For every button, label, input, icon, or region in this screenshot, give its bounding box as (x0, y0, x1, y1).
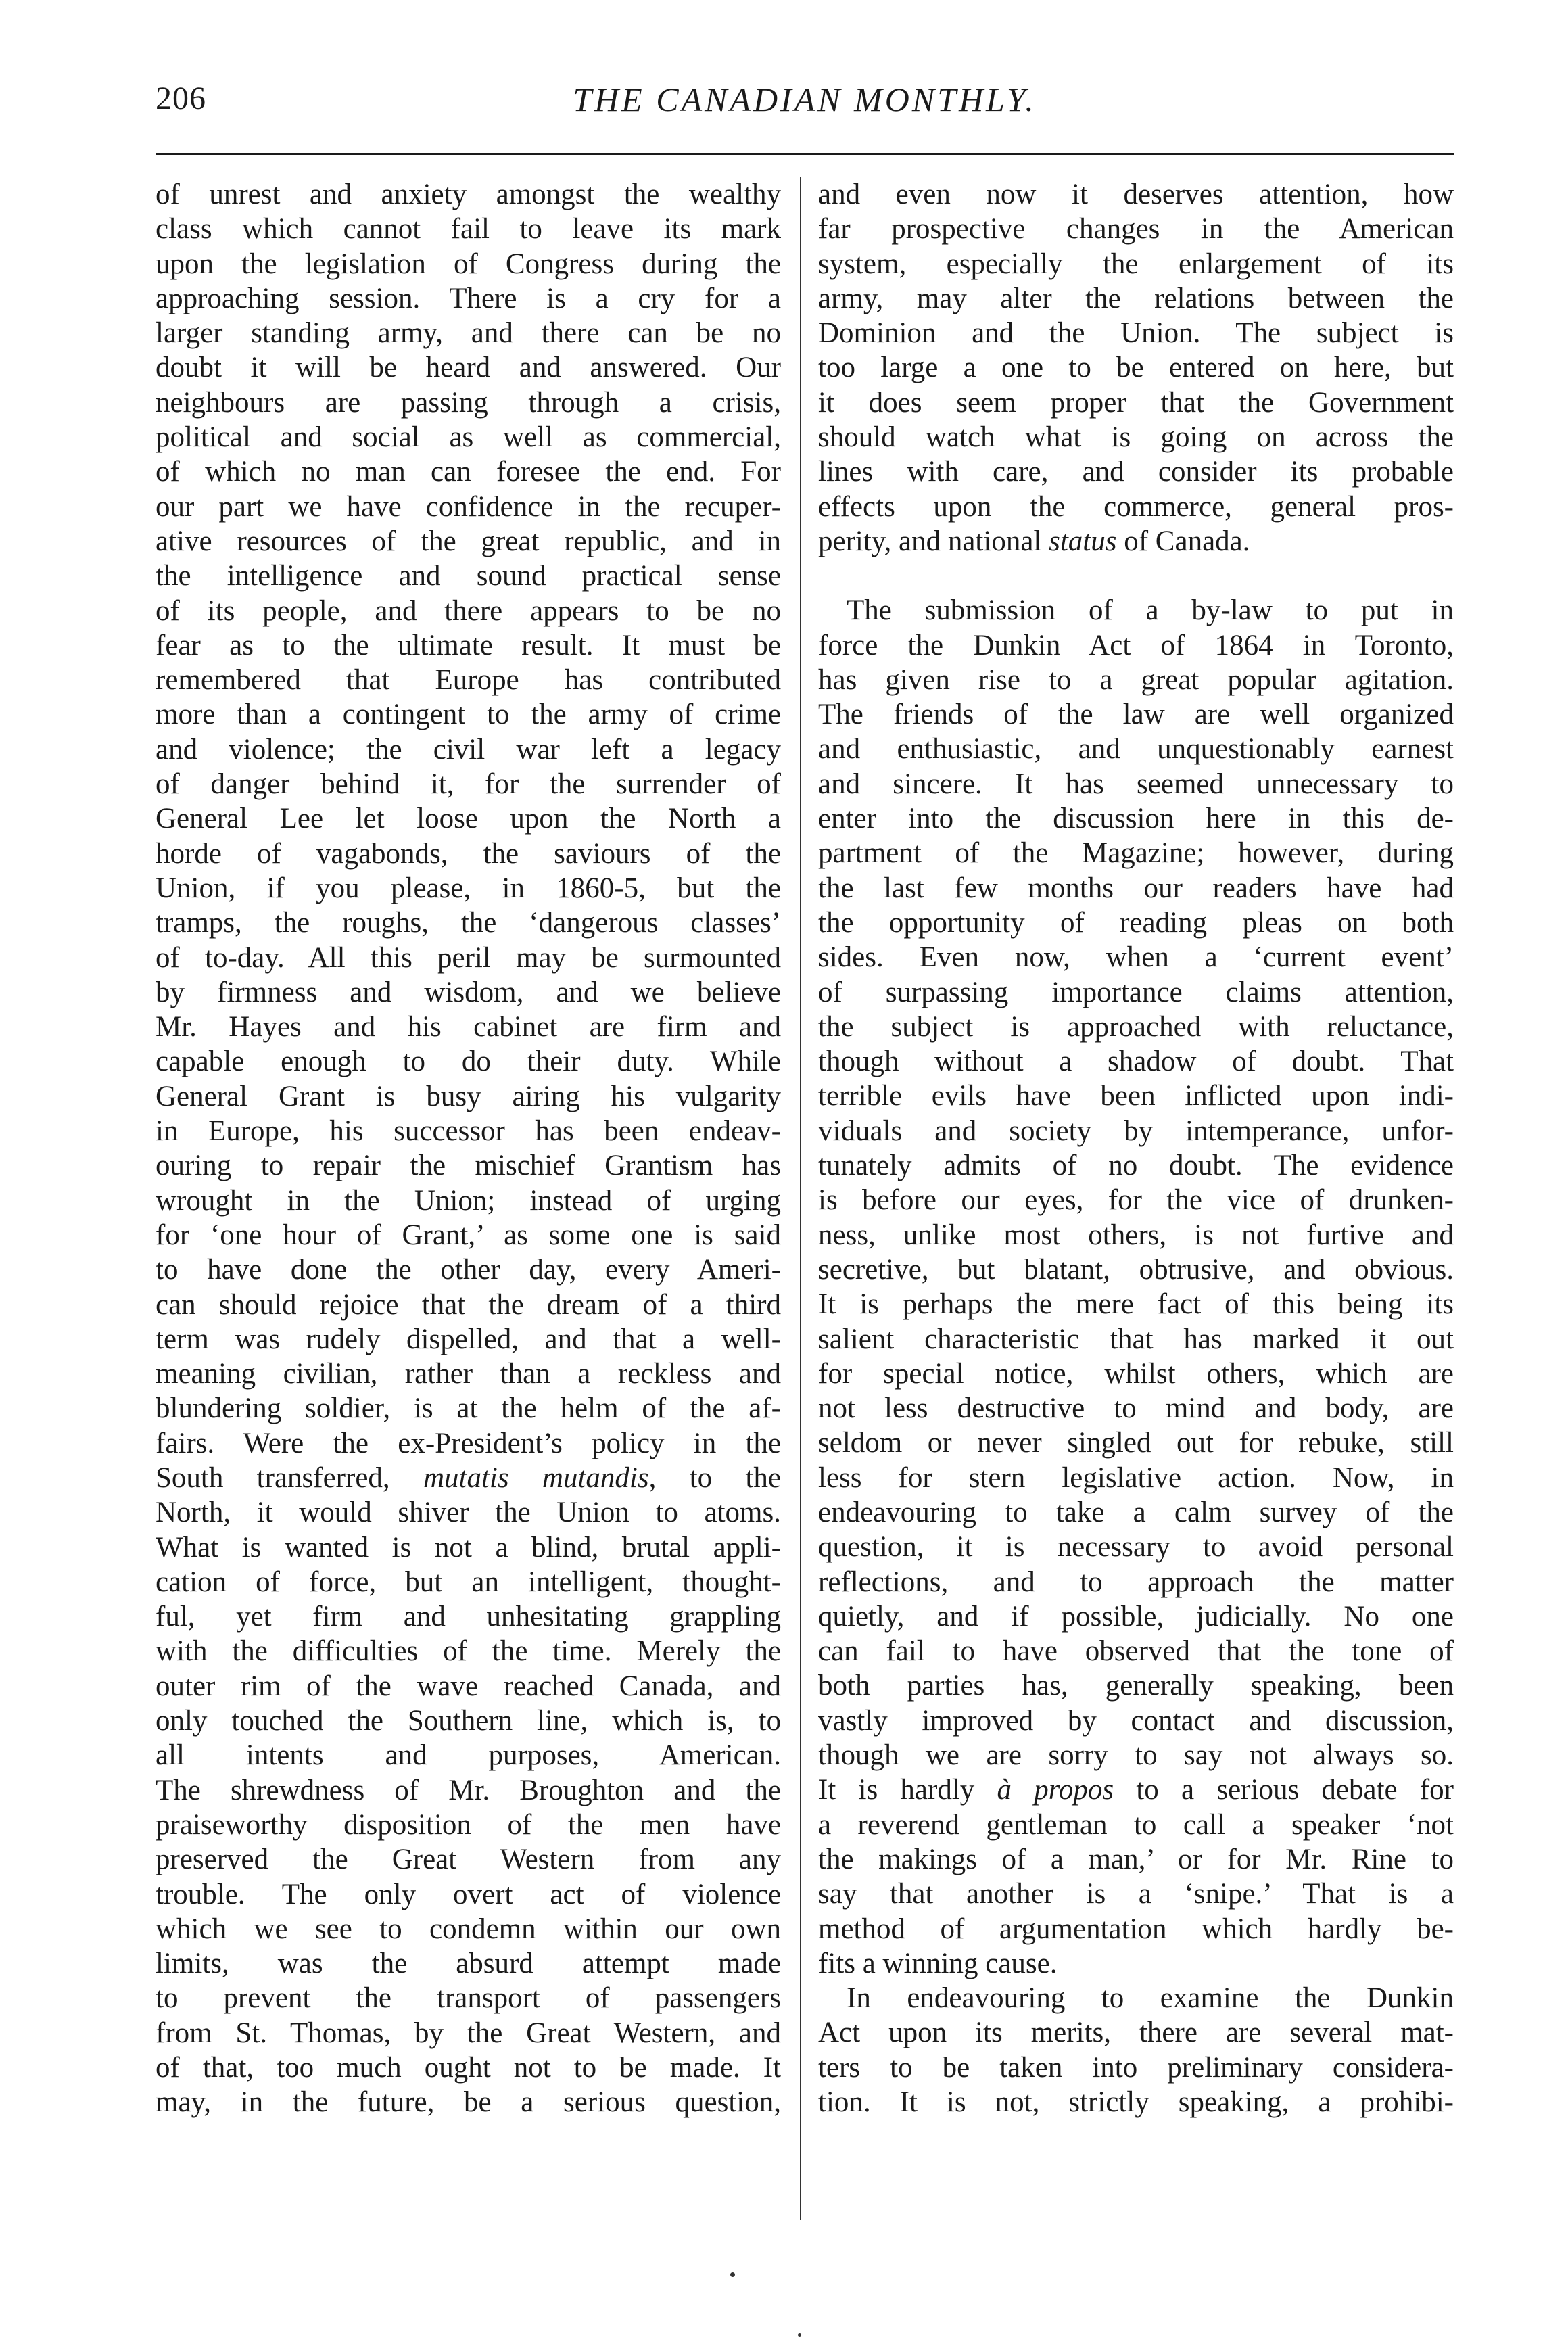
text-line: Mr. Hayes and his cabinet are firm and (156, 1011, 781, 1043)
text-line: fairs. Were the ex-President’s policy in the (156, 1427, 781, 1459)
text-line: the opportunity of reading pleas on both (818, 906, 1454, 939)
text-line: upon the legislation of Congress during the (156, 248, 781, 280)
text-line: ful, yet firm and unhesitating grappling (156, 1601, 781, 1633)
text-line: question, it is necessary to avoid personal (818, 1531, 1454, 1564)
text-line: quietly, and if possible, judicially. No one (818, 1600, 1454, 1633)
text-line: fits a winning cause. (818, 1947, 1058, 1979)
text-line: which we see to condemn within our own (156, 1913, 781, 1945)
right-column (818, 177, 1454, 2119)
text-line: ouring to repair the mischief Grantism has (156, 1150, 781, 1182)
paragraph (818, 593, 1454, 1981)
text-line: wrought in the Union; instead of urging (156, 1184, 781, 1217)
text-line: of which no man can foresee the end. For (156, 456, 781, 488)
text-line: North, it would shiver the Union to atoms. (156, 1497, 781, 1529)
text-line: can fail to have observed that the tone of (818, 1635, 1454, 1668)
text-line: with the difficulties of the time. Merely the (156, 1635, 781, 1668)
text-line: doubt it will be heard and answered. Our (156, 352, 781, 384)
text-line: It is perhaps the mere fact of this being its (818, 1288, 1454, 1321)
text-line: seldom or never singled out for rebuke, still (818, 1427, 1454, 1459)
text-line: of danger behind it, for the surrender of (156, 768, 781, 801)
header-rule (156, 153, 1454, 155)
text-line: not less destructive to mind and body, are (818, 1392, 1454, 1425)
text-line: fear as to the ultimate result. It must be (156, 629, 781, 661)
text-line: vastly improved by contact and discussion, (818, 1704, 1454, 1737)
text-line: of surpassing importance claims attention, (818, 976, 1454, 1008)
text-line: by firmness and wisdom, and we believe (156, 976, 781, 1008)
paragraph (818, 1981, 1454, 2119)
text-line: system, especially the enlargement of its (818, 248, 1454, 280)
text-line: though without a shadow of doubt. That (818, 1046, 1454, 1078)
text-line: class which cannot fail to leave its mark (156, 213, 781, 245)
text-line: has given rise to a great popular agitation. (818, 663, 1454, 696)
text-line: tunately admits of no doubt. The evidence (818, 1150, 1454, 1182)
text-line: to have done the other day, every Ameri- (156, 1254, 781, 1286)
text-line: more than a contingent to the army of crime (156, 699, 781, 731)
text-line: Union, if you please, in 1860-5, but the (156, 872, 781, 904)
text-line: viduals and society by intemperance, unfor- (818, 1115, 1454, 1147)
left-column (156, 177, 781, 2120)
running-title: THE CANADIAN MONTHLY. (573, 80, 1037, 118)
text-line: only touched the Southern line, which is, to (156, 1705, 781, 1737)
text-line: cation of force, but an intelligent, thought- (156, 1566, 781, 1598)
text-line: meaning civilian, rather than a reckless and (156, 1358, 781, 1390)
text-line: in Europe, his successor has been endeav- (156, 1115, 781, 1148)
text-line: The submission of a by-law to put in (847, 594, 1454, 627)
text-line: less for stern legislative action. Now, in (818, 1461, 1454, 1494)
text-line: General Lee let loose upon the North a (156, 803, 781, 835)
text-line: of that, too much ought not to be made. It (156, 2052, 781, 2084)
text-line: preserved the Great Western from any (156, 1844, 781, 1876)
text-line: ative resources of the great republic, and in (156, 525, 781, 557)
text-line: can should rejoice that the dream of a third (156, 1288, 781, 1321)
paragraph (818, 177, 1454, 559)
text-line: sides. Even now, when a ‘current event’ (818, 941, 1454, 974)
text-line: Dominion and the Union. The subject is (818, 317, 1454, 350)
text-line: and enthusiastic, and unquestionably earnest (818, 733, 1454, 766)
text-line: all intents and purposes, American. (156, 1739, 781, 1772)
text-line: term was rudely dispelled, and that a well- (156, 1323, 781, 1355)
text-line: and sincere. It has seemed unnecessary to (818, 768, 1454, 800)
text-line: and violence; the civil war left a legacy (156, 733, 781, 766)
text-line: enter into the discussion here in this de- (818, 803, 1454, 835)
text-line: effects upon the commerce, general pros- (818, 490, 1454, 523)
text-line: our part we have confidence in the recuper- (156, 490, 781, 523)
page-header (156, 80, 1454, 134)
text-line: the subject is approached with reluctance, (818, 1010, 1454, 1043)
text-line: for ‘one hour of Grant,’ as some one is said (156, 1219, 781, 1251)
text-line: the makings of a man,’ or for Mr. Rine to (818, 1843, 1454, 1875)
text-line: What is wanted is not a blind, brutal appli- (156, 1531, 781, 1564)
text-line: praiseworthy disposition of the men have (156, 1808, 781, 1841)
text-line: of its people, and there appears to be no (156, 594, 781, 627)
page-number: 206 (156, 80, 206, 116)
text-line: the intelligence and sound practical sense (156, 560, 781, 592)
text-line: Act upon its merits, there are several mat- (818, 2017, 1454, 2049)
text-line: partment of the Magazine; however, during (818, 837, 1454, 870)
text-line: force the Dunkin Act of 1864 in Toronto, (818, 629, 1454, 661)
text-line: larger standing army, and there can be no (156, 317, 781, 350)
paragraph (156, 177, 781, 2120)
text-line: political and social as well as commercial, (156, 421, 781, 454)
column-divider (800, 177, 801, 2220)
text-line: army, may alter the relations between the (818, 282, 1454, 314)
text-line: it does seem proper that the Government (818, 386, 1454, 419)
text-line: blundering soldier, is at the helm of the af- (156, 1392, 781, 1425)
text-line: limits, was the absurd attempt made (156, 1948, 781, 1980)
text-line: from St. Thomas, by the Great Western, and (156, 2017, 781, 2049)
text-line: capable enough to do their duty. While (156, 1046, 781, 1078)
text-line: of to-day. All this peril may be surmounted (156, 941, 781, 974)
text-line: both parties has, generally speaking, been (818, 1670, 1454, 1702)
text-line: It is hardly à propos to a serious debate for (818, 1774, 1454, 1806)
text-line: too large a one to be entered on here, but (818, 352, 1454, 384)
text-line: secretive, but blatant, obtrusive, and obvious. (818, 1253, 1454, 1286)
text-line: reflections, and to approach the matter (818, 1566, 1454, 1598)
text-line: ness, unlike most others, is not furtive and (818, 1219, 1454, 1251)
paragraph-gap (818, 559, 1454, 593)
text-line: General Grant is busy airing his vulgarity (156, 1080, 781, 1112)
text-line: terrible evils have been inflicted upon indi- (818, 1080, 1454, 1112)
text-line: tramps, the roughs, the ‘dangerous classes’ (156, 907, 781, 939)
text-line: and even now it deserves attention, how (818, 179, 1454, 210)
text-line: the last few months our readers have had (818, 872, 1454, 904)
text-line: say that another is a ‘snipe.’ That is a (818, 1878, 1454, 1910)
text-line: The shrewdness of Mr. Broughton and the (156, 1774, 781, 1806)
text-line: neighbours are passing through a crisis, (156, 386, 781, 419)
text-line: In endeavouring to examine the Dunkin (847, 1982, 1454, 2015)
text-line: to prevent the transport of passengers (156, 1982, 781, 2015)
text-line: may, in the future, be a serious question, (156, 2086, 781, 2119)
text-line: is before our eyes, for the vice of drunken- (818, 1184, 1454, 1217)
text-line: remembered that Europe has contributed (156, 664, 781, 697)
text-line: approaching session. There is a cry for a (156, 282, 781, 314)
text-line: ters to be taken into preliminary considera- (818, 2051, 1454, 2084)
text-line: horde of vagabonds, the saviours of the (156, 837, 781, 870)
text-line: far prospective changes in the American (818, 213, 1454, 245)
text-line: The friends of the law are well organized (818, 699, 1454, 731)
text-line: salient characteristic that has marked it out (818, 1323, 1454, 1355)
text-line: South transferred, mutatis mutandis, to the (156, 1461, 782, 1494)
text-line: tion. It is not, strictly speaking, a prohibi- (818, 2086, 1454, 2119)
text-line: method of argumentation which hardly be- (818, 1913, 1454, 1945)
text-line: trouble. The only overt act of violence (156, 1878, 781, 1910)
text-line: for special notice, whilst others, which are (818, 1357, 1454, 1390)
text-line: outer rim of the wave reached Canada, and (156, 1670, 781, 1702)
text-line: though we are sorry to say not always so. (818, 1739, 1454, 1772)
text-line: a reverend gentleman to call a speaker ‘not (818, 1808, 1454, 1841)
stray-mark (798, 2333, 801, 2337)
text-line: perity, and national status of Canada. (818, 525, 1250, 557)
text-line: of unrest and anxiety amongst the wealthy (156, 179, 781, 210)
text-line: endeavouring to take a calm survey of the (818, 1496, 1454, 1528)
text-line: should watch what is going on across the (818, 421, 1454, 454)
text-line: lines with care, and consider its probable (818, 456, 1454, 488)
stray-mark (730, 2272, 735, 2277)
